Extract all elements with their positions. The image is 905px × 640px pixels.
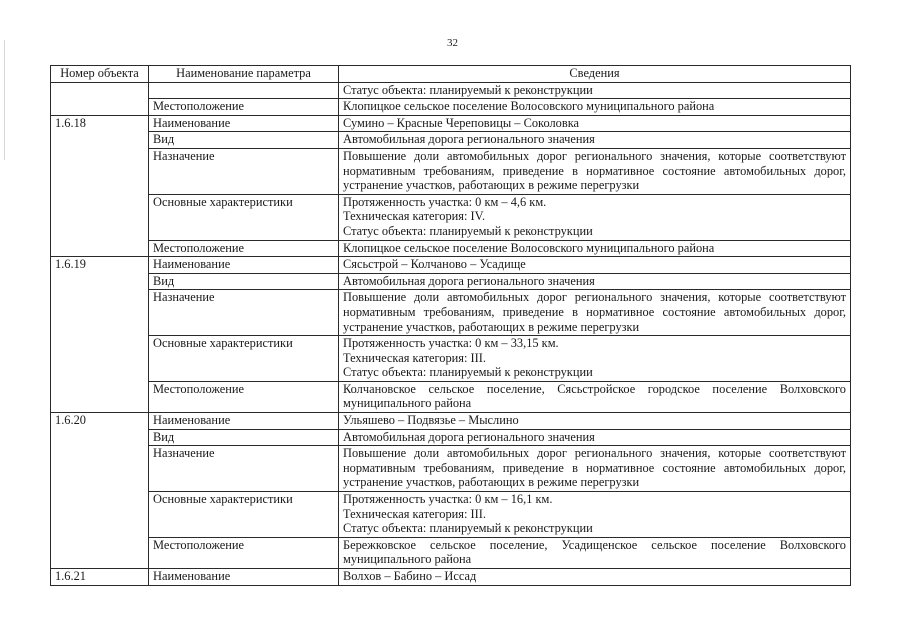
parameter-name-cell: Наименование (149, 257, 339, 274)
header-details: Сведения (339, 66, 851, 83)
details-cell (339, 194, 851, 240)
details-cell (339, 257, 851, 274)
details-line: Клопицкое сельское поселение Волосовского муниципального района (343, 99, 715, 114)
parameter-name-cell: Вид (149, 132, 339, 149)
details-line: Автомобильная дорога регионального значения (343, 132, 595, 147)
parameter-name-cell: Местоположение (149, 99, 339, 116)
details-line: Статус объекта: планируемый к реконструкции (343, 521, 593, 536)
table-row (51, 257, 851, 274)
details-line: Статус объекта: планируемый к реконструкции (343, 82, 593, 97)
table-row (51, 115, 851, 132)
details-cell: Повышение доли автомобильных дорог регионального значения, которые соответствуют нормативным требованиям, приведение в нормативное состояние автомобильных дорог, устранение участков, работающих в режиме перегрузки (339, 290, 851, 336)
parameters-table (50, 65, 851, 586)
details-line: Волхов – Бабино – Иссад (343, 569, 477, 583)
details-line: Протяженность участка: 0 км – 33,15 км. (343, 336, 559, 351)
details-cell: Повышение доли автомобильных дорог регионального значения, которые соответствуют нормативным требованиям, приведение в нормативное состояние автомобильных дорог, устранение участков, работающих в режиме перегрузки (339, 148, 851, 194)
scan-edge-mark (4, 40, 5, 160)
details-line: Сясьстрой – Колчаново – Усадище (343, 257, 526, 272)
details-line: Протяженность участка: 0 км – 4,6 км. (343, 194, 547, 209)
header-parameter-name: Наименование параметра (149, 66, 339, 83)
object-number-cell: 1.6.18 (51, 115, 149, 256)
details-line: Техническая категория: III. (343, 506, 486, 521)
table-row (51, 569, 851, 586)
object-number-cell (51, 82, 149, 115)
table-row (51, 429, 851, 446)
parameter-name-cell: Основные характеристики (149, 492, 339, 538)
details-cell (339, 336, 851, 382)
parameter-name-cell: Местоположение (149, 240, 339, 257)
details-line: Ульяшево – Подвязье – Мыслино (343, 413, 519, 428)
details-cell (339, 429, 851, 446)
details-cell (339, 82, 851, 99)
table-row (51, 148, 851, 194)
parameter-name-cell: Назначение (149, 446, 339, 492)
object-number-cell: 1.6.20 (51, 413, 149, 569)
parameter-name-cell: Вид (149, 273, 339, 290)
details-cell (339, 273, 851, 290)
page-number: 32 (447, 37, 458, 49)
details-line: Техническая категория: IV. (343, 209, 486, 224)
details-cell: Колчановское сельское поселение, Сясьстройское городское поселение Волховского муниципального района (339, 381, 851, 412)
parameter-name-cell: Наименование (149, 569, 339, 586)
parameter-name-cell: Назначение (149, 148, 339, 194)
details-line: Автомобильная дорога регионального значения (343, 273, 595, 288)
table-row (51, 99, 851, 116)
table-row (51, 240, 851, 257)
details-line: Автомобильная дорога регионального значения (343, 429, 595, 444)
table-row (51, 537, 851, 568)
table-header-row (51, 66, 851, 83)
table-row (51, 381, 851, 412)
parameter-name-cell: Основные характеристики (149, 336, 339, 382)
details-line: Сумино – Красные Череповицы – Соколовка (343, 115, 580, 130)
details-cell: Повышение доли автомобильных дорог регионального значения, которые соответствуют нормативным требованиям, приведение в нормативное состояние автомобильных дорог, устранение участков, работающих в режиме перегрузки (339, 446, 851, 492)
details-line: Клопицкое сельское поселение Волосовского муниципального района (343, 240, 715, 255)
parameter-name-cell: Вид (149, 429, 339, 446)
details-line: Протяженность участка: 0 км – 16,1 км. (343, 492, 553, 507)
parameter-name-cell: Назначение (149, 290, 339, 336)
parameter-name-cell: Наименование (149, 115, 339, 132)
table-row (51, 336, 851, 382)
table-row (51, 446, 851, 492)
parameter-name-cell: Основные характеристики (149, 194, 339, 240)
table-row (51, 82, 851, 99)
parameter-name-cell: Местоположение (149, 381, 339, 412)
details-line: Статус объекта: планируемый к реконструкции (343, 223, 593, 238)
details-cell (339, 240, 851, 257)
table-row (51, 194, 851, 240)
details-cell (339, 413, 851, 430)
object-number-cell: 1.6.19 (51, 257, 149, 413)
details-cell (339, 569, 851, 586)
table-row (51, 273, 851, 290)
details-cell (339, 132, 851, 149)
details-cell: Бережковское сельское поселение, Усадищенское сельское поселение Волховского муниципального района (339, 537, 851, 568)
parameter-name-cell (149, 82, 339, 99)
table-row (51, 413, 851, 430)
parameter-name-cell: Местоположение (149, 537, 339, 568)
details-line: Статус объекта: планируемый к реконструкции (343, 365, 593, 380)
details-line: Техническая категория: III. (343, 350, 486, 365)
table-row (51, 132, 851, 149)
parameter-name-cell: Наименование (149, 413, 339, 430)
header-object-number: Номер объекта (51, 66, 149, 83)
table-row (51, 492, 851, 538)
details-cell (339, 115, 851, 132)
details-cell (339, 99, 851, 116)
table-row (51, 290, 851, 336)
details-cell (339, 492, 851, 538)
object-number-cell: 1.6.21 (51, 569, 149, 586)
